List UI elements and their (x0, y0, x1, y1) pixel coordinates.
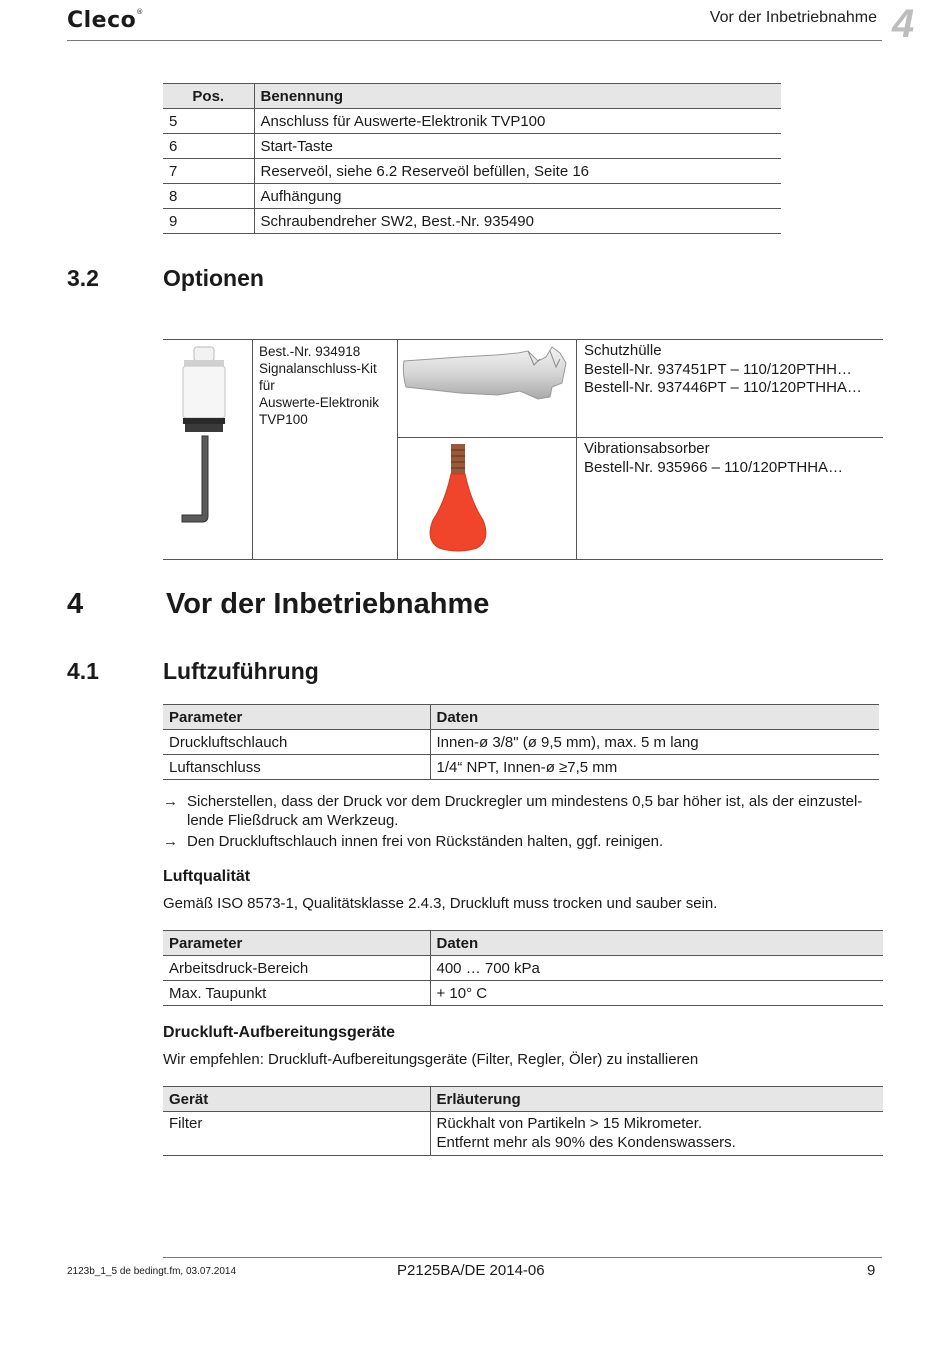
section-title: Optionen (163, 265, 264, 291)
subsection-title: Druckluft-Aufbereitungsgeräte (163, 1024, 396, 1041)
cell-pos: 8 (163, 184, 254, 209)
cell-parameter: Luftanschluss (163, 755, 430, 780)
column-header-pos: Pos. (163, 84, 254, 109)
footer-file-info: 2123b_1_5 de bedingt.fm, 03.07.2014 (67, 1266, 237, 1277)
table-row (163, 184, 781, 209)
cell-data: 400 … 700 kPa (430, 956, 883, 981)
chapter-number: 4 (892, 2, 915, 46)
section-title: Luftzuführung (163, 658, 319, 684)
signal-kit-description (259, 343, 379, 428)
text-line: Bestell-Nr. 937446PT – 110/120PTHHA… (584, 379, 862, 396)
options-column-divider (576, 339, 577, 559)
cell-data: Innen-ø 3/8" (ø 9,5 mm), max. 5 m lang (430, 730, 879, 755)
page-number: 9 (867, 1262, 876, 1279)
footer-divider (163, 1257, 882, 1258)
table-row (163, 159, 781, 184)
preparation-table (163, 1086, 883, 1156)
text-line: für (259, 378, 275, 393)
running-header-title: Vor der Inbetriebnahme (709, 9, 877, 26)
text-line: Rückhalt von Partikeln > 15 Mikrometer. (436, 1115, 703, 1132)
table-row (163, 209, 781, 234)
cell-name: Anschluss für Auswerte-Elektronik TVP100 (254, 109, 781, 134)
cell-pos: 5 (163, 109, 254, 134)
cell-explanation (430, 1112, 883, 1156)
text-line: Schutzhülle (584, 342, 662, 359)
footer-document-id: P2125BA/DE 2014-06 (397, 1262, 545, 1279)
paragraph: Wir empfehlen: Druckluft-Aufbereitungsgeräte (Filter, Regler, Öler) zu installieren (163, 1051, 699, 1068)
table-row (163, 134, 781, 159)
table-row (163, 109, 781, 134)
section-number: 3.2 (67, 265, 99, 291)
vibration-absorber-image (425, 442, 491, 554)
text-line: Best.-Nr. 934918 (259, 344, 361, 359)
table-row (163, 730, 879, 755)
table-row (163, 981, 883, 1006)
table-row (163, 755, 879, 780)
options-row-divider (397, 437, 883, 438)
cell-device: Filter (163, 1112, 430, 1156)
cell-data: 1/4“ NPT, Innen-ø ≥7,5 mm (430, 755, 879, 780)
cell-pos: 7 (163, 159, 254, 184)
paragraph: Gemäß ISO 8573-1, Qualitätsklasse 2.4.3, Druckluft muss trocken und sauber sein. (163, 895, 718, 912)
protective-cover-description (584, 342, 862, 398)
text-line: Vibrationsabsorber (584, 440, 710, 457)
options-top-border (163, 339, 883, 340)
options-bottom-border (163, 559, 883, 560)
column-header-parameter: Parameter (163, 931, 430, 956)
cell-parameter: Arbeitsdruck-Bereich (163, 956, 430, 981)
cell-name: Reserveöl, siehe 6.2 Reserveöl befüllen, Seite 16 (254, 159, 781, 184)
protective-cover-image (400, 343, 572, 405)
table-row (163, 1112, 883, 1156)
vibration-absorber-description (584, 440, 843, 477)
cell-name: Start-Taste (254, 134, 781, 159)
cell-parameter: Max. Taupunkt (163, 981, 430, 1006)
chapter-heading-title: Vor der Inbetriebnahme (166, 588, 490, 620)
text-line: Bestell-Nr. 935966 – 110/120PTHHA… (584, 458, 844, 476)
parts-table (163, 83, 781, 234)
chapter-heading-number: 4 (67, 588, 84, 620)
options-column-divider (397, 339, 398, 559)
brand-logo: Cleco® (67, 8, 144, 33)
column-header-data: Daten (430, 705, 879, 730)
text-line: Bestell-Nr. 937451PT – 110/120PTHH… (584, 360, 852, 378)
signal-kit-image (172, 344, 236, 528)
air-supply-table (163, 704, 879, 780)
air-quality-table (163, 930, 883, 1006)
cell-parameter: Druckluftschlauch (163, 730, 430, 755)
instruction-item (163, 832, 883, 851)
table-row (163, 956, 883, 981)
instruction-item (163, 792, 883, 830)
cell-name: Aufhängung (254, 184, 781, 209)
text-line: Entfernt mehr als 90% des Kondenswassers. (436, 1133, 736, 1151)
cell-name: Schraubendreher SW2, Best.-Nr. 935490 (254, 209, 781, 234)
cell-pos: 6 (163, 134, 254, 159)
instruction-text: Den Druckluftschlauch innen frei von Rückständen halten, ggf. reinigen. (187, 833, 664, 850)
header-divider (67, 40, 882, 41)
column-header-name: Benennung (254, 84, 781, 109)
subsection-title: Luftqualität (163, 868, 251, 885)
column-header-parameter: Parameter (163, 705, 430, 730)
column-header-device: Gerät (163, 1087, 430, 1112)
cell-pos: 9 (163, 209, 254, 234)
text-line: TVP100 (259, 412, 308, 427)
arrow-right-icon: → (163, 793, 178, 810)
cell-data: + 10° C (430, 981, 883, 1006)
arrow-right-icon: → (163, 833, 178, 850)
section-number: 4.1 (67, 658, 99, 684)
text-line: Auswerte-Elektronik (259, 395, 380, 410)
column-header-explanation: Erläuterung (430, 1087, 883, 1112)
column-header-data: Daten (430, 931, 883, 956)
text-line: Signalanschluss-Kit (259, 361, 377, 376)
instruction-text: lende Fließdruck am Werkzeug. (187, 812, 399, 829)
instruction-text: Sicherstellen, dass der Druck vor dem Druckregler um mindestens 0,5 bar höher ist, als der einzustel- (187, 793, 863, 810)
options-column-divider (252, 339, 253, 559)
